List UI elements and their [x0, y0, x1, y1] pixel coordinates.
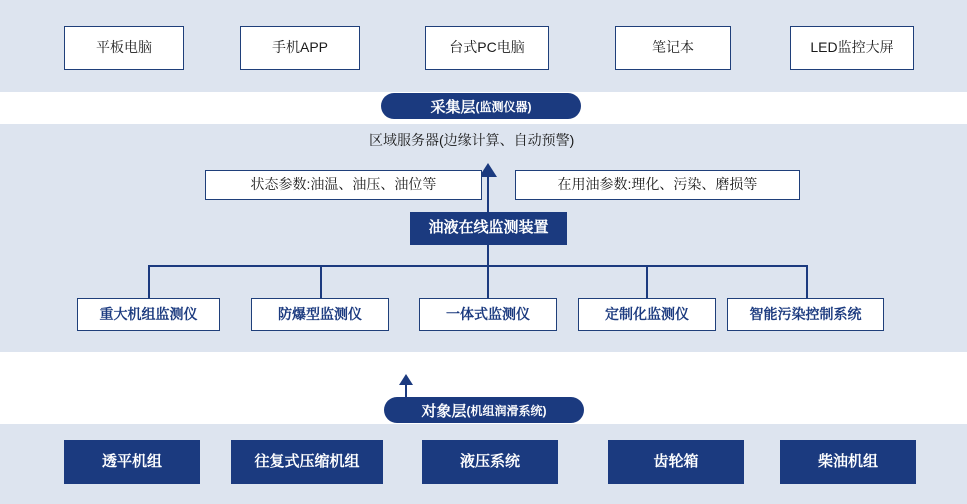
connector-drop-monitor-4: [646, 265, 648, 299]
arrow-up-to-monitors-icon: [399, 374, 413, 385]
object-layer-pill: [384, 397, 584, 423]
object-box-hydraulic-system[interactable]: 液压系统: [422, 440, 558, 484]
monitor-box-major-unit[interactable]: 重大机组监测仪: [77, 298, 220, 331]
connector-drop-monitor-3: [487, 265, 489, 299]
terminal-box-laptop[interactable]: 笔记本: [615, 26, 731, 70]
collection-layer-title: 采集层: [430, 98, 476, 116]
object-box-diesel-unit[interactable]: 柴油机组: [780, 440, 916, 484]
terminal-box-mobile-app[interactable]: 手机APP: [240, 26, 360, 70]
object-box-reciprocating-compressor[interactable]: 往复式压缩机组: [231, 440, 383, 484]
connector-monitor-bus: [148, 265, 808, 267]
object-layer-subtitle: (机组润滑系统): [466, 403, 547, 418]
connector-drop-monitor-2: [320, 265, 322, 299]
connector-drop-monitor-5: [806, 265, 808, 299]
object-box-gearbox[interactable]: 齿轮箱: [608, 440, 744, 484]
object-layer-title: 对象层: [421, 402, 467, 420]
object-box-turbine-unit[interactable]: 透平机组: [64, 440, 200, 484]
collection-layer-subtitle: (监测仪器): [475, 99, 532, 114]
monitor-box-customized[interactable]: 定制化监测仪: [578, 298, 716, 331]
monitor-box-integrated[interactable]: 一体式监测仪: [419, 298, 557, 331]
regional-server-label: 区域服务器(边缘计算、自动预警): [369, 132, 575, 148]
monitor-box-explosion-proof[interactable]: 防爆型监测仪: [251, 298, 389, 331]
terminal-box-desktop-pc[interactable]: 台式PC电脑: [425, 26, 549, 70]
collection-layer-pill: [381, 93, 581, 119]
connector-device-trunk: [487, 245, 489, 267]
param-box-oil-in-use: 在用油参数:理化、污染、磨损等: [515, 170, 800, 200]
terminal-box-led-screen[interactable]: LED监控大屏: [790, 26, 914, 70]
terminal-box-tablet[interactable]: 平板电脑: [64, 26, 184, 70]
central-device-box[interactable]: 油液在线监测装置: [410, 212, 567, 245]
monitor-box-smart-contamination-control[interactable]: 智能污染控制系统: [727, 298, 884, 331]
param-box-status: 状态参数:油温、油压、油位等: [205, 170, 482, 200]
connector-drop-monitor-1: [148, 265, 150, 299]
